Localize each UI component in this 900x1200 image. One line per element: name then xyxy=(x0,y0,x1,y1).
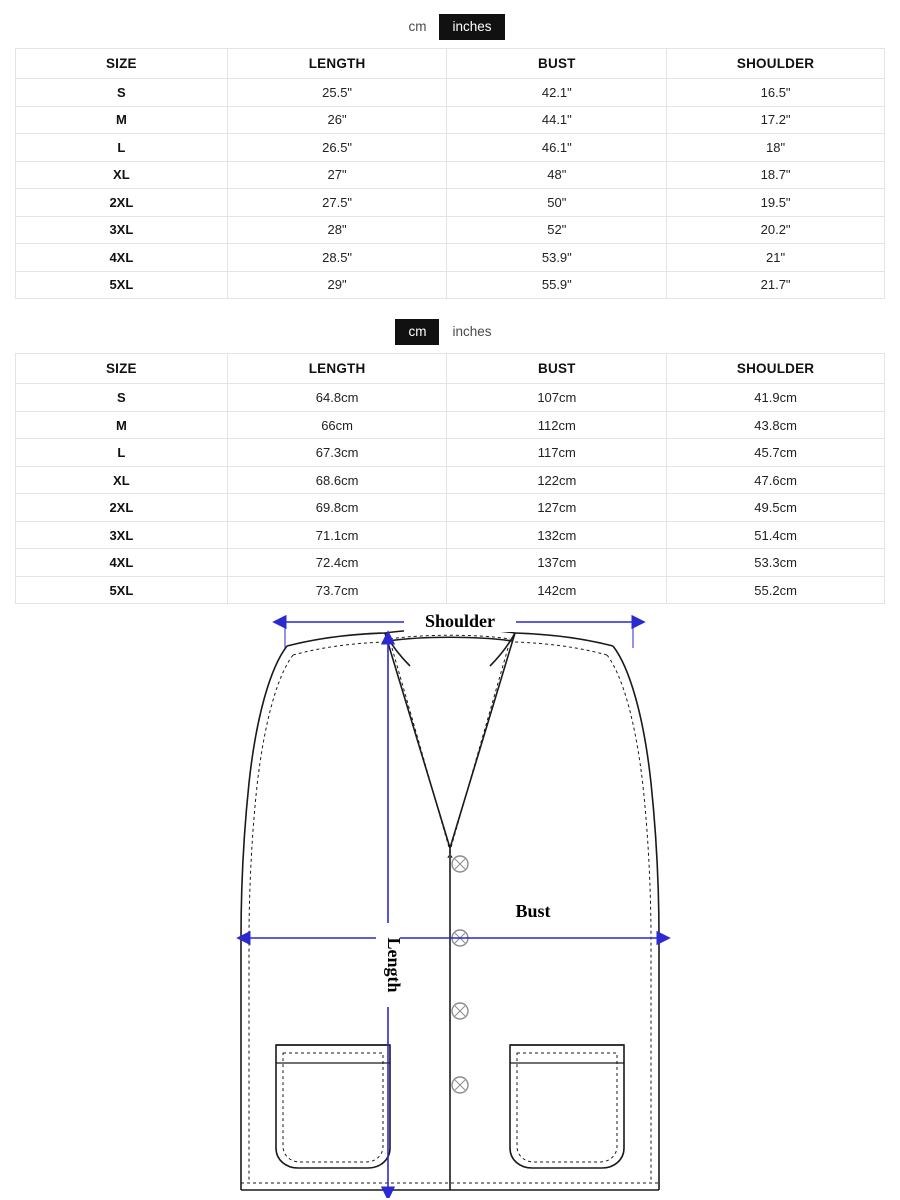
cell-size: 3XL xyxy=(16,521,228,549)
cell-length: 26" xyxy=(227,106,447,134)
size-table-inches xyxy=(15,48,885,299)
cell-bust: 52" xyxy=(447,216,667,244)
cell-size: 5XL xyxy=(16,271,228,299)
cell-bust: 46.1" xyxy=(447,134,667,162)
unit-toggle-bottom[interactable] xyxy=(0,319,900,345)
column-header-bust: BUST xyxy=(447,354,667,384)
cell-shoulder: 21.7" xyxy=(667,271,885,299)
cell-bust: 55.9" xyxy=(447,271,667,299)
cell-shoulder: 43.8cm xyxy=(667,411,885,439)
cell-shoulder: 18.7" xyxy=(667,161,885,189)
cell-size: 2XL xyxy=(16,494,228,522)
table-row xyxy=(16,521,885,549)
cell-shoulder: 51.4cm xyxy=(667,521,885,549)
cell-size: S xyxy=(16,79,228,107)
unit-toggle-top[interactable] xyxy=(0,14,900,40)
cell-shoulder: 53.3cm xyxy=(667,549,885,577)
unit-option-inches-bottom[interactable]: inches xyxy=(452,324,492,340)
cell-size: L xyxy=(16,439,228,467)
cell-shoulder: 17.2" xyxy=(667,106,885,134)
cell-size: 5XL xyxy=(16,576,228,604)
cell-shoulder: 19.5" xyxy=(667,189,885,217)
cell-bust: 137cm xyxy=(447,549,667,577)
cell-bust: 122cm xyxy=(447,466,667,494)
vest-illustration xyxy=(241,630,659,1191)
cell-bust: 112cm xyxy=(447,411,667,439)
cell-shoulder: 49.5cm xyxy=(667,494,885,522)
cell-size: L xyxy=(16,134,228,162)
cell-length: 27" xyxy=(227,161,447,189)
cell-shoulder: 20.2" xyxy=(667,216,885,244)
size-table-cm xyxy=(15,353,885,604)
cell-shoulder: 41.9cm xyxy=(667,384,885,412)
table-row xyxy=(16,549,885,577)
table-row xyxy=(16,244,885,272)
label-length: Length xyxy=(384,937,404,993)
label-shoulder: Shoulder xyxy=(424,611,496,632)
cell-bust: 127cm xyxy=(447,494,667,522)
cell-bust: 117cm xyxy=(447,439,667,467)
table-header-row xyxy=(16,354,885,384)
cell-size: 3XL xyxy=(16,216,228,244)
cell-bust: 48" xyxy=(447,161,667,189)
cell-size: M xyxy=(16,411,228,439)
table-row xyxy=(16,189,885,217)
cell-shoulder: 55.2cm xyxy=(667,576,885,604)
cell-length: 64.8cm xyxy=(227,384,447,412)
unit-option-inches-top[interactable]: inches xyxy=(439,14,504,40)
unit-option-cm-bottom[interactable]: cm xyxy=(395,319,439,345)
table-row xyxy=(16,79,885,107)
label-bust: Bust xyxy=(515,901,551,922)
cell-bust: 142cm xyxy=(447,576,667,604)
cell-length: 68.6cm xyxy=(227,466,447,494)
cell-length: 72.4cm xyxy=(227,549,447,577)
column-header-shoulder: SHOULDER xyxy=(667,354,885,384)
cell-size: XL xyxy=(16,161,228,189)
cell-length: 67.3cm xyxy=(227,439,447,467)
cell-bust: 44.1" xyxy=(447,106,667,134)
column-header-length: LENGTH xyxy=(227,49,447,79)
cell-length: 28" xyxy=(227,216,447,244)
cell-shoulder: 18" xyxy=(667,134,885,162)
vest-pocket-left xyxy=(276,1045,390,1168)
cell-bust: 50" xyxy=(447,189,667,217)
cell-size: M xyxy=(16,106,228,134)
cell-length: 66cm xyxy=(227,411,447,439)
column-header-shoulder: SHOULDER xyxy=(667,49,885,79)
table-row xyxy=(16,134,885,162)
column-header-size: SIZE xyxy=(16,49,228,79)
cell-shoulder: 45.7cm xyxy=(667,439,885,467)
column-header-length: LENGTH xyxy=(227,354,447,384)
size-table-inches-wrap xyxy=(0,40,900,299)
table-row xyxy=(16,271,885,299)
cell-bust: 132cm xyxy=(447,521,667,549)
cell-length: 69.8cm xyxy=(227,494,447,522)
cell-length: 71.1cm xyxy=(227,521,447,549)
measure-bust xyxy=(249,898,658,938)
unit-option-cm-top[interactable]: cm xyxy=(408,19,427,34)
table-row xyxy=(16,494,885,522)
cell-length: 28.5" xyxy=(227,244,447,272)
cell-size: 4XL xyxy=(16,549,228,577)
vest-buttons xyxy=(452,856,468,1093)
vest-pocket-right xyxy=(510,1045,624,1168)
unit-toggle-top-section xyxy=(0,0,900,40)
table-row xyxy=(16,216,885,244)
cell-length: 29" xyxy=(227,271,447,299)
cell-shoulder: 16.5" xyxy=(667,79,885,107)
table-row xyxy=(16,576,885,604)
table-row xyxy=(16,106,885,134)
size-table-cm-wrap xyxy=(0,345,900,604)
cell-size: XL xyxy=(16,466,228,494)
cell-size: 4XL xyxy=(16,244,228,272)
column-header-bust: BUST xyxy=(447,49,667,79)
cell-bust: 42.1" xyxy=(447,79,667,107)
table-row xyxy=(16,439,885,467)
column-header-size: SIZE xyxy=(16,354,228,384)
table-row xyxy=(16,466,885,494)
cell-size: 2XL xyxy=(16,189,228,217)
cell-length: 73.7cm xyxy=(227,576,447,604)
cell-length: 26.5" xyxy=(227,134,447,162)
cell-bust: 53.9" xyxy=(447,244,667,272)
measure-shoulder xyxy=(285,610,633,648)
cell-shoulder: 47.6cm xyxy=(667,466,885,494)
unit-toggle-bottom-section xyxy=(0,299,900,345)
table-header-row xyxy=(16,49,885,79)
cell-length: 27.5" xyxy=(227,189,447,217)
table-row xyxy=(16,384,885,412)
table-row xyxy=(16,411,885,439)
table-row xyxy=(16,161,885,189)
cell-bust: 107cm xyxy=(447,384,667,412)
cell-shoulder: 21" xyxy=(667,244,885,272)
measurement-diagram xyxy=(0,608,900,1198)
cell-size: S xyxy=(16,384,228,412)
cell-length: 25.5" xyxy=(227,79,447,107)
